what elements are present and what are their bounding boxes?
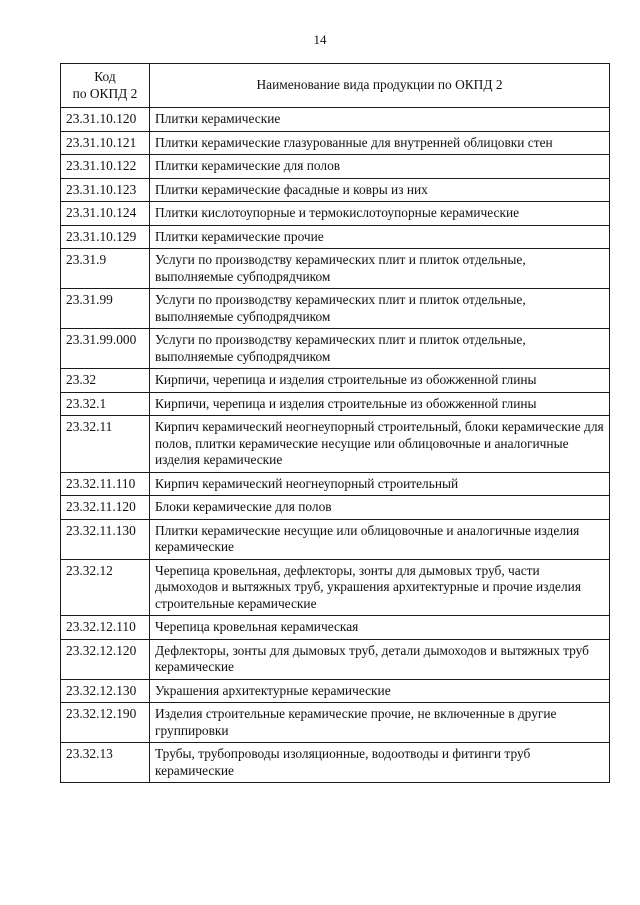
okpd-code-cell: 23.31.10.129: [61, 225, 150, 249]
okpd-code-cell: 23.32: [61, 369, 150, 393]
okpd-code-cell: 23.32.1: [61, 392, 150, 416]
product-name-cell: Услуги по производству керамических плит и плиток отдельные, выполняемые субподрядчиком: [150, 249, 610, 289]
product-name-cell: Трубы, трубопроводы изоляционные, водоотводы и фитинги труб керамические: [150, 743, 610, 783]
table-row: [61, 616, 610, 640]
table-row: [61, 472, 610, 496]
table-row: [61, 416, 610, 473]
okpd-code-cell: 23.31.9: [61, 249, 150, 289]
product-name-cell: Черепица кровельная, дефлекторы, зонты для дымовых труб, части дымоходов и вытяжных труб, украшения архитектурные и прочие изделия строительные керамические: [150, 559, 610, 616]
okpd-code-cell: 23.32.12.110: [61, 616, 150, 640]
okpd-table: [60, 63, 610, 783]
okpd-code-cell: 23.31.10.122: [61, 155, 150, 179]
table-row: [61, 131, 610, 155]
table-row: [61, 369, 610, 393]
okpd-code-cell: 23.32.11.110: [61, 472, 150, 496]
table-body: [61, 108, 610, 783]
product-name-cell: Блоки керамические для полов: [150, 496, 610, 520]
product-name-cell: Изделия строительные керамические прочие, не включенные в другие группировки: [150, 703, 610, 743]
product-name-cell: Кирпичи, черепица и изделия строительные из обожженной глины: [150, 369, 610, 393]
code-header-line1: Код: [94, 69, 116, 84]
product-name-cell: Украшения архитектурные керамические: [150, 679, 610, 703]
okpd-code-cell: 23.32.11.130: [61, 519, 150, 559]
product-name-cell: Услуги по производству керамических плит и плиток отдельные, выполняемые субподрядчиком: [150, 289, 610, 329]
table-row: [61, 743, 610, 783]
table-header-row: [61, 64, 610, 108]
product-name-cell: Плитки керамические глазурованные для внутренней облицовки стен: [150, 131, 610, 155]
product-name-cell: Черепица кровельная керамическая: [150, 616, 610, 640]
product-name-cell: Дефлекторы, зонты для дымовых труб, детали дымоходов и вытяжных труб керамические: [150, 639, 610, 679]
code-column-header: [61, 64, 150, 108]
table-row: [61, 559, 610, 616]
table-row: [61, 289, 610, 329]
code-header-line2: по ОКПД 2: [72, 85, 138, 101]
product-name-cell: Плитки керамические: [150, 108, 610, 132]
table-row: [61, 249, 610, 289]
okpd-code-cell: 23.32.12.120: [61, 639, 150, 679]
table-row: [61, 155, 610, 179]
name-header-label: Наименование вида продукции по ОКПД 2: [256, 77, 503, 93]
okpd-code-cell: 23.31.10.121: [61, 131, 150, 155]
product-name-cell: Плитки керамические несущие или облицовочные и аналогичные изделия керамические: [150, 519, 610, 559]
table-row: [61, 496, 610, 520]
okpd-code-cell: 23.32.11.120: [61, 496, 150, 520]
table-row: [61, 639, 610, 679]
okpd-code-cell: 23.31.99: [61, 289, 150, 329]
table-row: [61, 703, 610, 743]
table-row: [61, 225, 610, 249]
table-row: [61, 679, 610, 703]
okpd-code-cell: 23.32.12: [61, 559, 150, 616]
okpd-code-cell: 23.32.12.190: [61, 703, 150, 743]
product-name-cell: Кирпич керамический неогнеупорный строительный: [150, 472, 610, 496]
product-name-cell: Плитки керамические для полов: [150, 155, 610, 179]
okpd-code-cell: 23.31.10.123: [61, 178, 150, 202]
table-row: [61, 519, 610, 559]
product-name-cell: Плитки кислотоупорные и термокислотоупорные керамические: [150, 202, 610, 226]
table-row: [61, 202, 610, 226]
table-row: [61, 178, 610, 202]
okpd-code-cell: 23.32.11: [61, 416, 150, 473]
okpd-code-cell: 23.31.99.000: [61, 329, 150, 369]
okpd-code-cell: 23.32.13: [61, 743, 150, 783]
page-number: 14: [313, 32, 327, 47]
okpd-code-cell: 23.32.12.130: [61, 679, 150, 703]
product-name-cell: Кирпичи, черепица и изделия строительные из обожженной глины: [150, 392, 610, 416]
okpd-code-cell: 23.31.10.124: [61, 202, 150, 226]
product-name-cell: Кирпич керамический неогнеупорный строительный, блоки керамические для полов, плитки керамические несущие или облицовочные и аналогичные изделия керамические: [150, 416, 610, 473]
product-name-cell: Плитки керамические прочие: [150, 225, 610, 249]
okpd-code-cell: 23.31.10.120: [61, 108, 150, 132]
table-row: [61, 392, 610, 416]
name-column-header: [150, 64, 610, 108]
product-name-cell: Плитки керамические фасадные и ковры из них: [150, 178, 610, 202]
table-row: [61, 329, 610, 369]
table-row: [61, 108, 610, 132]
product-name-cell: Услуги по производству керамических плит и плиток отдельные, выполняемые субподрядчиком: [150, 329, 610, 369]
